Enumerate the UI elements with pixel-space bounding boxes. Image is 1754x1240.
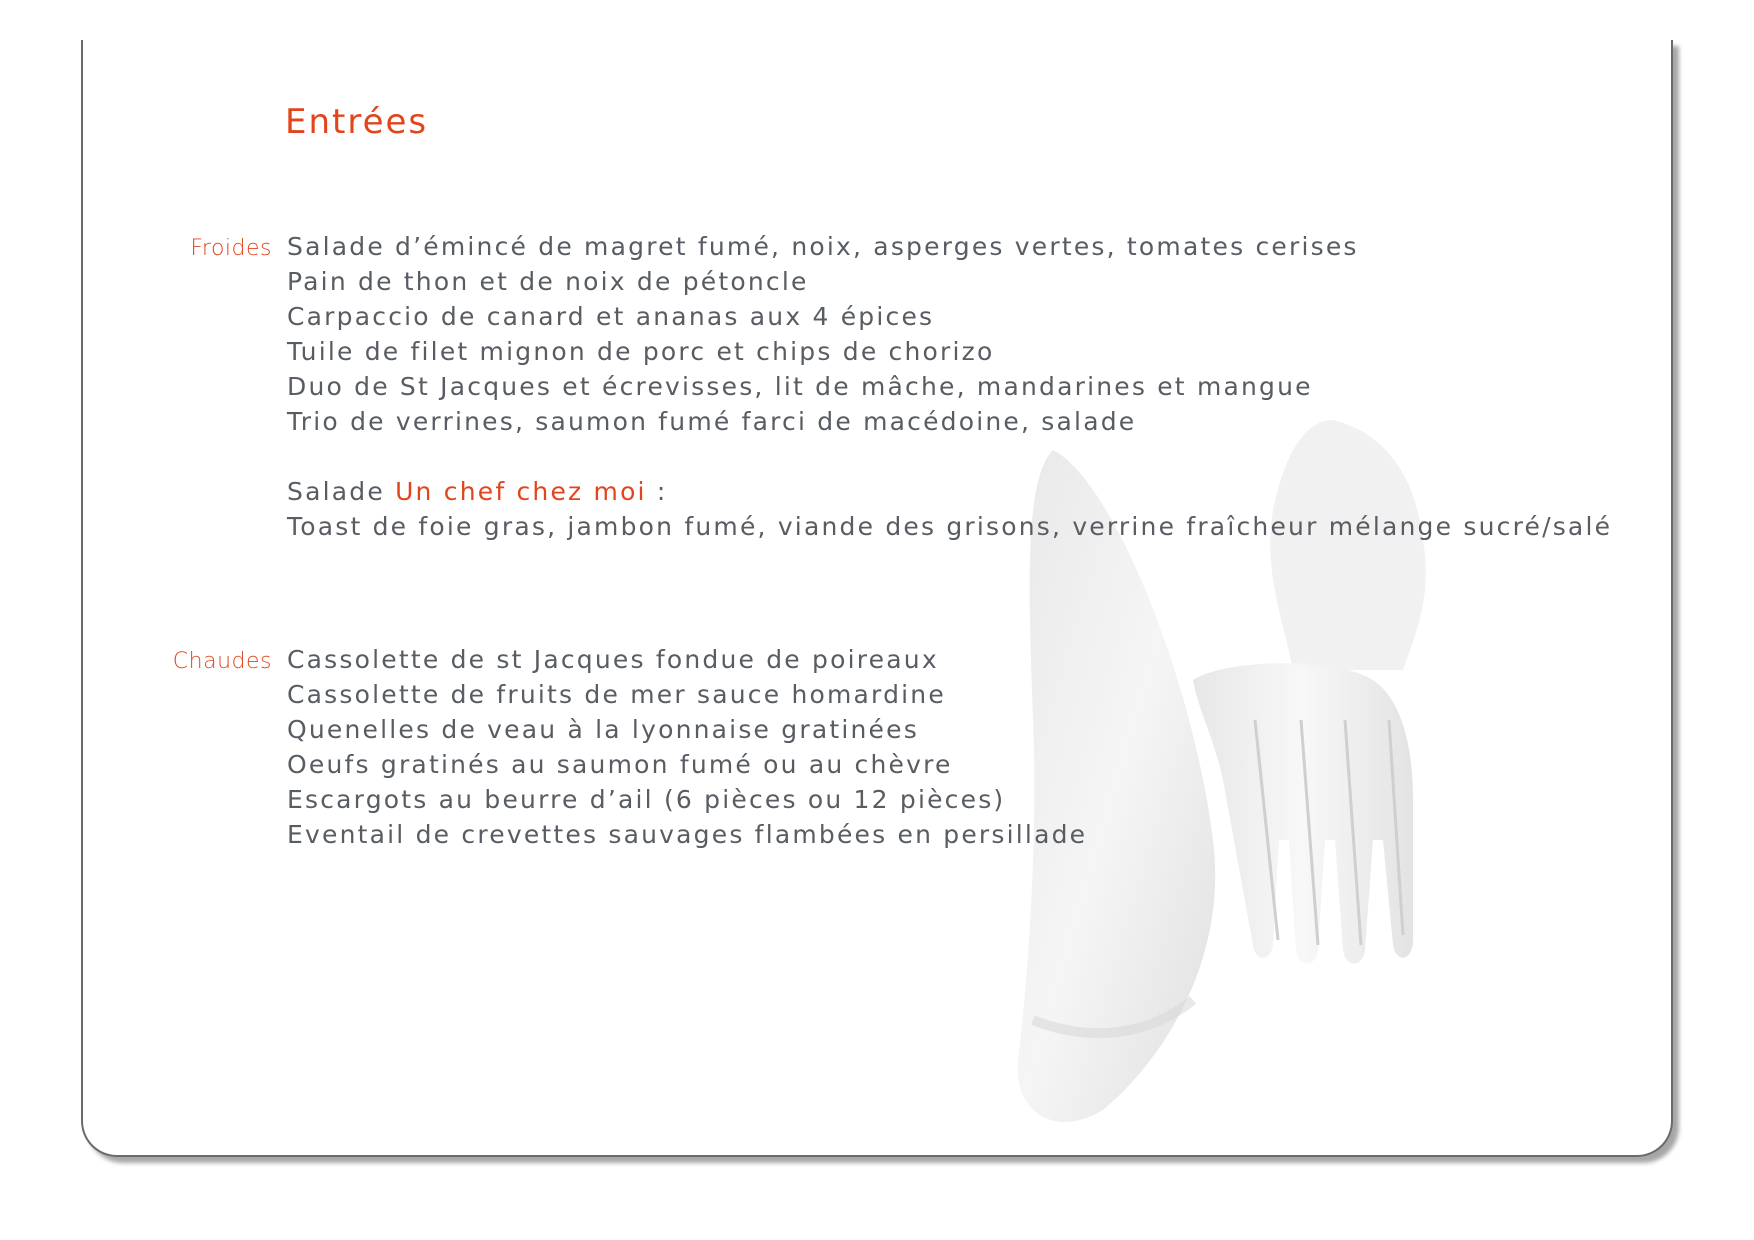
- special-salad-highlight: Un chef chez moi: [395, 477, 647, 506]
- special-salad-heading: [287, 477, 668, 506]
- menu-item: Oeufs gratinés au saumon fumé ou au chèvre: [287, 750, 953, 779]
- menu-item: Trio de verrines, saumon fumé farci de macédoine, salade: [287, 407, 1137, 436]
- special-salad-description: Toast de foie gras, jambon fumé, viande des grisons, verrine fraîcheur mélange sucré/salé: [287, 512, 1613, 541]
- section-label-froides: Froides: [190, 236, 272, 261]
- menu-item: Pain de thon et de noix de pétoncle: [287, 267, 809, 296]
- menu-item: Carpaccio de canard et ananas aux 4 épices: [287, 302, 935, 331]
- menu-item: Tuile de filet mignon de porc et chips de chorizo: [287, 337, 995, 366]
- menu-item: Salade d’émincé de magret fumé, noix, asperges vertes, tomates cerises: [287, 232, 1359, 261]
- page-title: Entrées: [285, 102, 429, 142]
- section-label-chaudes: Chaudes: [172, 649, 272, 674]
- special-salad-prefix: Salade: [287, 477, 396, 506]
- menu-item: Quenelles de veau à la lyonnaise gratinées: [287, 715, 919, 744]
- menu-card: [81, 40, 1673, 1157]
- card-top-mask: [81, 40, 1673, 108]
- menu-item: Escargots au beurre d’ail (6 pièces ou 12 pièces): [287, 785, 1006, 814]
- menu-item: Eventail de crevettes sauvages flambées en persillade: [287, 820, 1088, 849]
- menu-item: Cassolette de fruits de mer sauce homardine: [287, 680, 946, 709]
- menu-item: Duo de St Jacques et écrevisses, lit de mâche, mandarines et mangue: [287, 372, 1313, 401]
- menu-item: Cassolette de st Jacques fondue de poireaux: [287, 645, 939, 674]
- special-salad-suffix: :: [646, 477, 668, 506]
